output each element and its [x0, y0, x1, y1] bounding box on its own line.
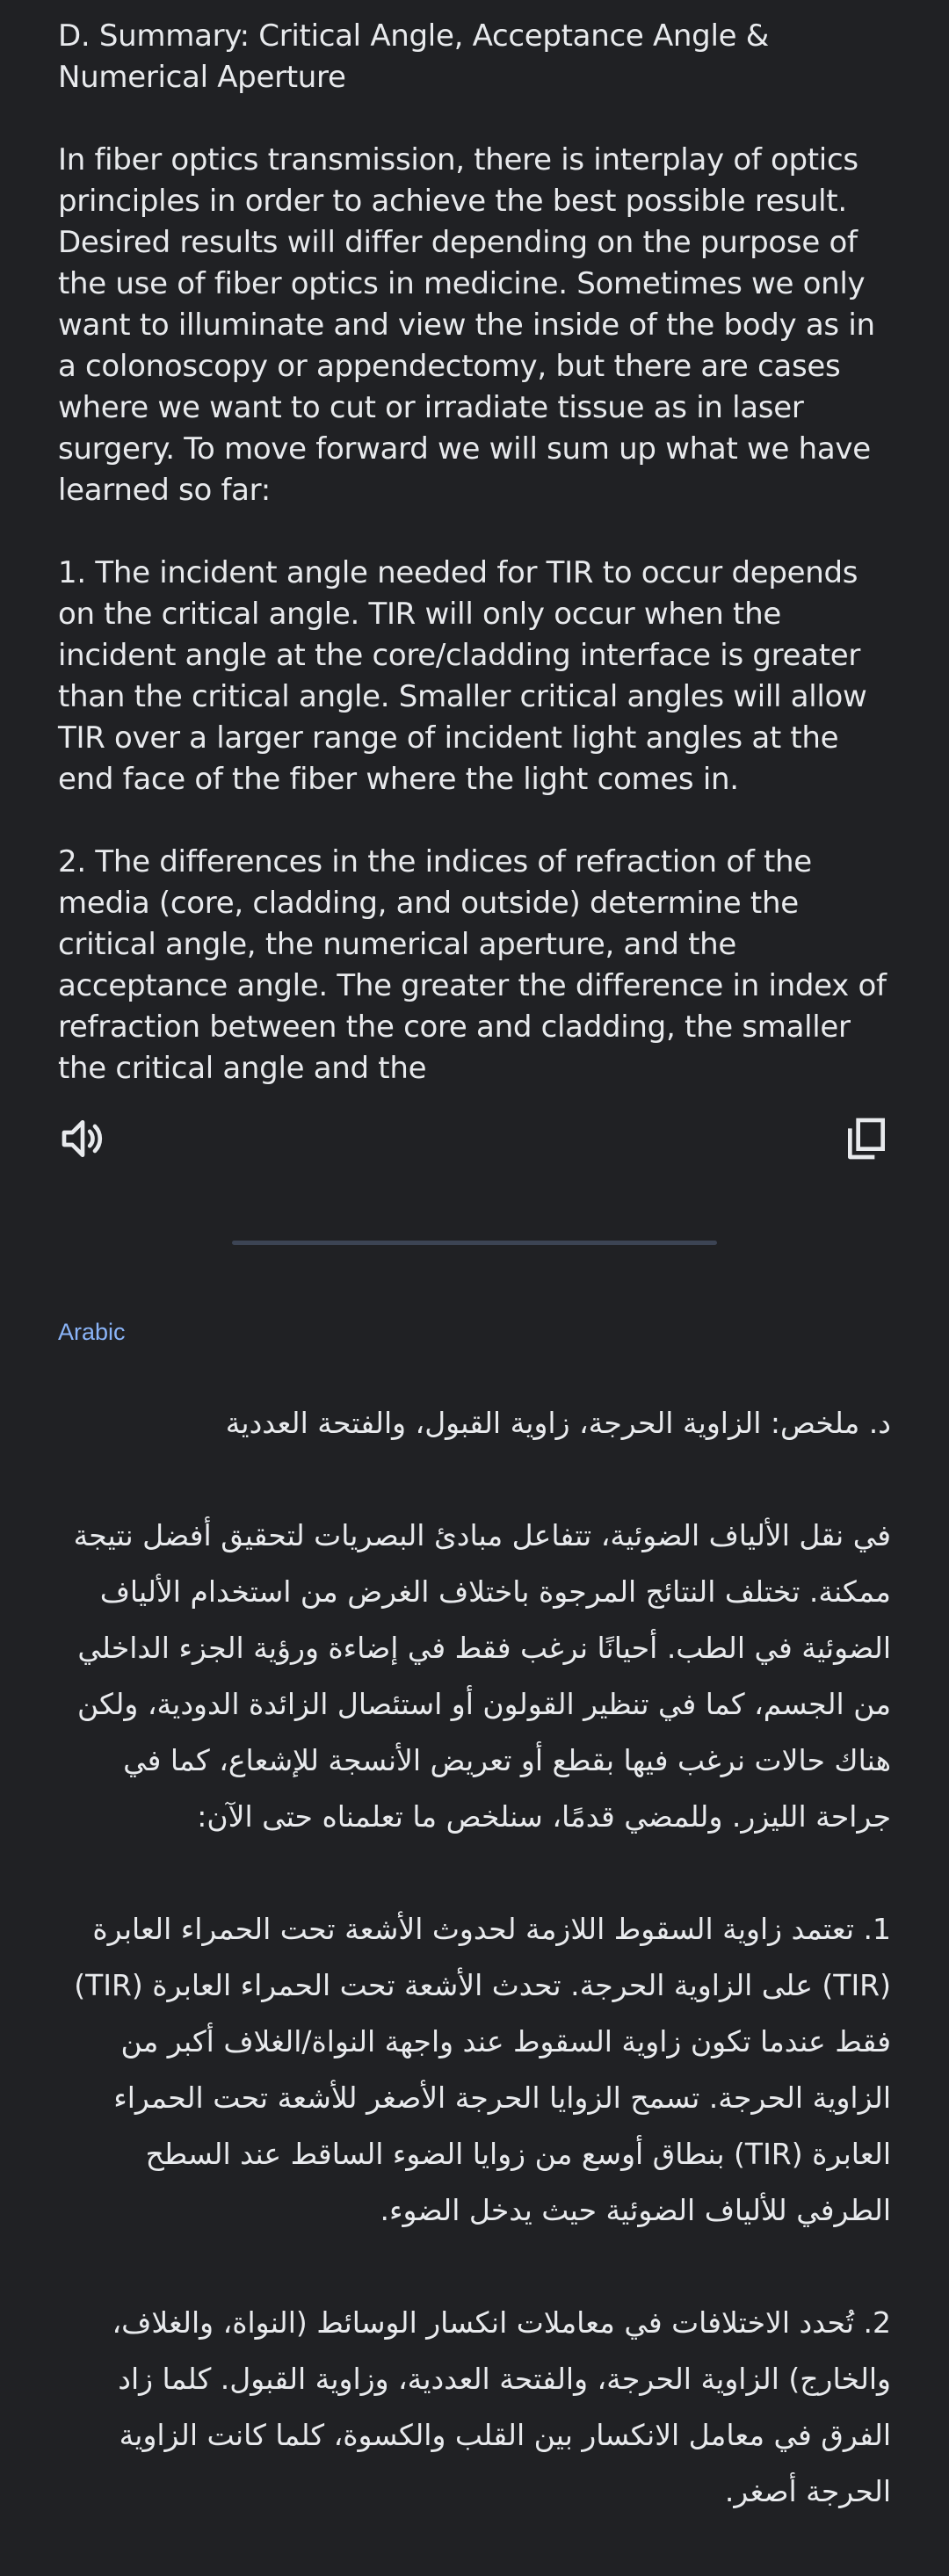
target-language-label: Arabic: [58, 1319, 126, 1345]
divider: [232, 1241, 717, 1245]
translation-paragraph: في نقل الألياف الضوئية، تتفاعل مبادئ البصريات لتحقيق أفضل نتيجة ممكنة. تختلف النتائج المرجوة باختلاف الغرض من استخدام الألياف الضوئية في الطب. أحيانًا نرغب فقط في إضاءة ورؤية الجزء الداخلي من الجسم، كما في تنظير القولون أو استئصال الزائدة الدودية، ولكن هناك حالات نرغب فيها بقطع أو تعريض الأنسجة للإشعاع، كما في جراحة الليزر. وللمضي قدمًا، سنلخص ما تعلمناه حتى الآن:: [73, 1518, 891, 1834]
source-panel: [58, 16, 891, 1193]
source-title: D. Summary: Critical Angle, Acceptance Angle & Numerical Aperture: [58, 18, 769, 95]
translation-text[interactable]: [58, 1395, 891, 2576]
speaker-icon[interactable]: [58, 1114, 107, 1163]
source-paragraph: 1. The incident angle needed for TIR to occur depends on the critical angle. TIR will only occur when the incident angle at the core/cladding interface is greater than the critical angle. Smaller critical angles will allow TIR over a larger range of incident light angles at the end face of the fiber where the light comes in.: [58, 555, 867, 797]
translation-title: د. ملخص: الزاوية الحرجة، زاوية القبول، والفتحة العددية: [225, 1406, 891, 1440]
action-bar: [58, 1114, 891, 1193]
copy-icon[interactable]: [842, 1114, 891, 1163]
translation-paragraph: 2. تُحدد الاختلافات في معاملات انكسار الوسائط (النواة، والغلاف، والخارج) الزاوية الحرجة، والفتحة العددية، وزاوية القبول. كلما زاد الفرق في معامل الانكسار بين القلب والكسوة، كلما كانت الزاوية الحرجة أصغر.: [112, 2305, 891, 2508]
translation-paragraph: 1. تعتمد زاوية السقوط اللازمة لحدوث الأشعة تحت الحمراء العابرة (TIR) على الزاوية الحرجة. تحدث الأشعة تحت الحمراء العابرة (TIR) فقط عندما تكون زاوية السقوط عند واجهة النواة/الغلاف أكبر من الزاوية الحرجة. تسمح الزوايا الحرجة الأصغر للأشعة تحت الحمراء العابرة (TIR) بنطاق أوسع من زوايا الضوء الساقط عند السطح الطرفي للألياف الضوئية حيث يدخل الضوء.: [74, 1912, 891, 2227]
source-paragraph: 2. The differences in the indices of refraction of the media (core, cladding, and outside) determine the critical angle, the numerical aperture, and the acceptance angle. The greater the difference in index of refraction between the core and cladding, the smaller the critical angle and the: [58, 844, 887, 1086]
source-paragraph: In fiber optics transmission, there is interplay of optics principles in order to achieve the best possible result. Desired results will differ depending on the purpose of the use of fiber optics in medicine. Sometimes we only want to illuminate and view the inside of the body as in a colonoscopy or appendectomy, but there are cases where we want to cut or irradiate tissue as in laser surgery. To move forward we will sum up what we have learned so far:: [58, 142, 875, 508]
source-text[interactable]: [58, 16, 891, 1089]
